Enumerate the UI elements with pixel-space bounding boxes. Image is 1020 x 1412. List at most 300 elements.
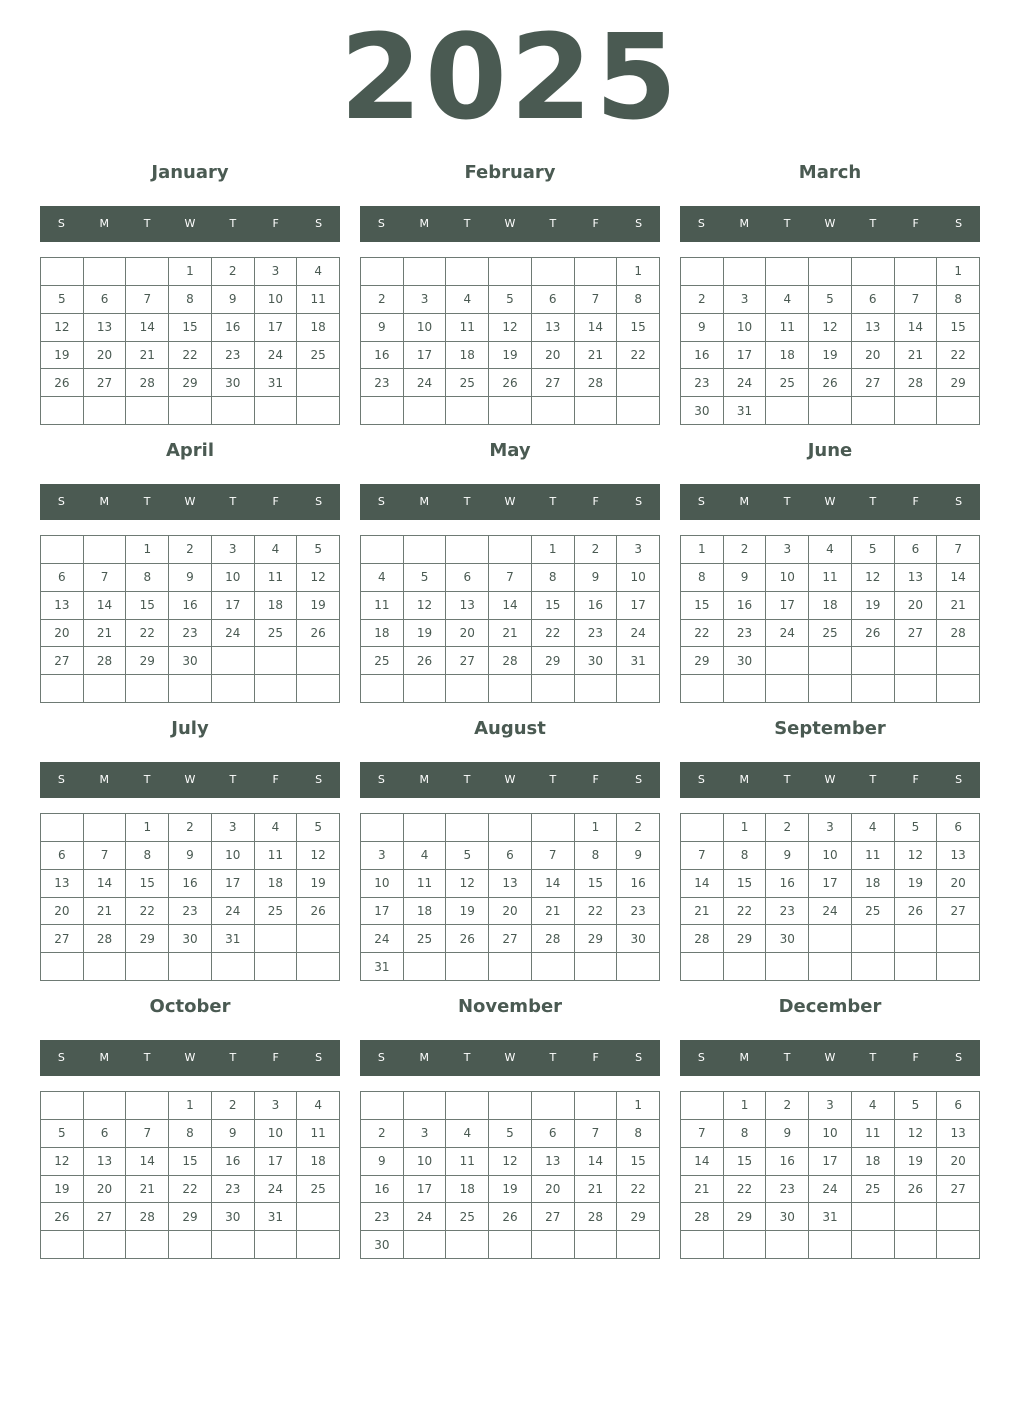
day-cell[interactable]: 31	[361, 953, 404, 981]
day-cell[interactable]: 2	[212, 258, 255, 286]
day-cell[interactable]: 26	[489, 369, 532, 397]
day-cell[interactable]: 19	[489, 342, 532, 370]
day-cell[interactable]: 23	[212, 1176, 255, 1204]
day-cell[interactable]: 2	[724, 536, 767, 564]
day-cell[interactable]: 30	[169, 925, 212, 953]
day-cell[interactable]: 26	[852, 620, 895, 648]
day-cell[interactable]: 8	[617, 1120, 660, 1148]
day-cell[interactable]: 9	[617, 842, 660, 870]
day-cell[interactable]: 13	[937, 1120, 980, 1148]
day-cell[interactable]: 2	[617, 814, 660, 842]
day-cell[interactable]: 7	[126, 1120, 169, 1148]
day-cell[interactable]: 5	[404, 564, 447, 592]
day-cell[interactable]: 24	[404, 1203, 447, 1231]
day-cell[interactable]: 7	[681, 842, 724, 870]
day-cell[interactable]: 6	[446, 564, 489, 592]
day-cell[interactable]: 19	[404, 620, 447, 648]
day-cell[interactable]: 15	[169, 314, 212, 342]
day-cell[interactable]: 6	[41, 564, 84, 592]
day-cell[interactable]: 2	[766, 1092, 809, 1120]
day-cell[interactable]: 28	[575, 369, 618, 397]
day-cell[interactable]: 31	[617, 647, 660, 675]
day-cell[interactable]: 16	[169, 592, 212, 620]
day-cell[interactable]: 16	[724, 592, 767, 620]
day-cell[interactable]: 29	[724, 1203, 767, 1231]
day-cell[interactable]: 7	[532, 842, 575, 870]
day-cell[interactable]: 21	[126, 1176, 169, 1204]
day-cell[interactable]: 25	[255, 620, 298, 648]
day-cell[interactable]: 24	[212, 898, 255, 926]
day-cell[interactable]: 8	[169, 1120, 212, 1148]
day-cell[interactable]: 20	[532, 342, 575, 370]
day-cell[interactable]: 7	[681, 1120, 724, 1148]
day-cell[interactable]: 19	[489, 1176, 532, 1204]
day-cell[interactable]: 2	[169, 814, 212, 842]
day-cell[interactable]: 31	[255, 1203, 298, 1231]
day-cell[interactable]: 27	[41, 647, 84, 675]
day-cell[interactable]: 25	[852, 1176, 895, 1204]
day-cell[interactable]: 21	[84, 620, 127, 648]
day-cell[interactable]: 19	[41, 342, 84, 370]
day-cell[interactable]: 16	[212, 314, 255, 342]
day-cell[interactable]: 9	[361, 1148, 404, 1176]
day-cell[interactable]: 1	[617, 258, 660, 286]
day-cell[interactable]: 18	[361, 620, 404, 648]
day-cell[interactable]: 15	[724, 870, 767, 898]
day-cell[interactable]: 21	[681, 898, 724, 926]
day-cell[interactable]: 24	[255, 1176, 298, 1204]
day-cell[interactable]: 10	[404, 314, 447, 342]
day-cell[interactable]: 17	[809, 870, 852, 898]
day-cell[interactable]: 16	[617, 870, 660, 898]
day-cell[interactable]: 21	[84, 898, 127, 926]
day-cell[interactable]: 21	[937, 592, 980, 620]
day-cell[interactable]: 13	[446, 592, 489, 620]
day-cell[interactable]: 28	[84, 925, 127, 953]
day-cell[interactable]: 8	[724, 1120, 767, 1148]
day-cell[interactable]: 13	[41, 870, 84, 898]
day-cell[interactable]: 26	[446, 925, 489, 953]
day-cell[interactable]: 1	[126, 814, 169, 842]
day-cell[interactable]: 15	[617, 1148, 660, 1176]
day-cell[interactable]: 27	[532, 369, 575, 397]
day-cell[interactable]: 1	[617, 1092, 660, 1120]
day-cell[interactable]: 17	[766, 592, 809, 620]
day-cell[interactable]: 28	[126, 1203, 169, 1231]
day-cell[interactable]: 24	[724, 369, 767, 397]
day-cell[interactable]: 28	[681, 1203, 724, 1231]
day-cell[interactable]: 1	[532, 536, 575, 564]
day-cell[interactable]: 11	[404, 870, 447, 898]
day-cell[interactable]: 2	[361, 1120, 404, 1148]
day-cell[interactable]: 4	[297, 258, 340, 286]
day-cell[interactable]: 20	[41, 898, 84, 926]
day-cell[interactable]: 3	[724, 286, 767, 314]
day-cell[interactable]: 16	[169, 870, 212, 898]
day-cell[interactable]: 25	[809, 620, 852, 648]
day-cell[interactable]: 5	[489, 286, 532, 314]
day-cell[interactable]: 17	[255, 314, 298, 342]
day-cell[interactable]: 5	[809, 286, 852, 314]
day-cell[interactable]: 19	[41, 1176, 84, 1204]
day-cell[interactable]: 18	[766, 342, 809, 370]
day-cell[interactable]: 16	[766, 870, 809, 898]
day-cell[interactable]: 18	[809, 592, 852, 620]
day-cell[interactable]: 1	[681, 536, 724, 564]
day-cell[interactable]: 1	[169, 258, 212, 286]
day-cell[interactable]: 10	[724, 314, 767, 342]
day-cell[interactable]: 21	[489, 620, 532, 648]
day-cell[interactable]: 28	[575, 1203, 618, 1231]
day-cell[interactable]: 11	[446, 1148, 489, 1176]
day-cell[interactable]: 8	[532, 564, 575, 592]
day-cell[interactable]: 27	[532, 1203, 575, 1231]
day-cell[interactable]: 22	[575, 898, 618, 926]
day-cell[interactable]: 9	[681, 314, 724, 342]
day-cell[interactable]: 6	[937, 1092, 980, 1120]
day-cell[interactable]: 23	[575, 620, 618, 648]
day-cell[interactable]: 6	[532, 1120, 575, 1148]
day-cell[interactable]: 3	[361, 842, 404, 870]
day-cell[interactable]: 5	[489, 1120, 532, 1148]
day-cell[interactable]: 18	[852, 1148, 895, 1176]
day-cell[interactable]: 29	[169, 1203, 212, 1231]
day-cell[interactable]: 15	[532, 592, 575, 620]
day-cell[interactable]: 5	[852, 536, 895, 564]
day-cell[interactable]: 14	[937, 564, 980, 592]
day-cell[interactable]: 23	[681, 369, 724, 397]
day-cell[interactable]: 28	[126, 369, 169, 397]
day-cell[interactable]: 11	[297, 1120, 340, 1148]
day-cell[interactable]: 16	[361, 1176, 404, 1204]
day-cell[interactable]: 3	[809, 814, 852, 842]
day-cell[interactable]: 23	[617, 898, 660, 926]
day-cell[interactable]: 17	[809, 1148, 852, 1176]
day-cell[interactable]: 16	[212, 1148, 255, 1176]
day-cell[interactable]: 11	[852, 842, 895, 870]
day-cell[interactable]: 24	[809, 898, 852, 926]
day-cell[interactable]: 22	[724, 898, 767, 926]
day-cell[interactable]: 21	[575, 342, 618, 370]
day-cell[interactable]: 19	[895, 1148, 938, 1176]
day-cell[interactable]: 3	[212, 536, 255, 564]
day-cell[interactable]: 16	[361, 342, 404, 370]
day-cell[interactable]: 6	[41, 842, 84, 870]
day-cell[interactable]: 12	[297, 842, 340, 870]
day-cell[interactable]: 6	[937, 814, 980, 842]
day-cell[interactable]: 19	[852, 592, 895, 620]
day-cell[interactable]: 23	[169, 620, 212, 648]
day-cell[interactable]: 8	[724, 842, 767, 870]
day-cell[interactable]: 25	[361, 647, 404, 675]
day-cell[interactable]: 27	[852, 369, 895, 397]
day-cell[interactable]: 1	[169, 1092, 212, 1120]
day-cell[interactable]: 20	[84, 342, 127, 370]
day-cell[interactable]: 28	[681, 925, 724, 953]
day-cell[interactable]: 14	[681, 870, 724, 898]
day-cell[interactable]: 20	[84, 1176, 127, 1204]
day-cell[interactable]: 5	[895, 814, 938, 842]
day-cell[interactable]: 13	[937, 842, 980, 870]
day-cell[interactable]: 24	[766, 620, 809, 648]
day-cell[interactable]: 30	[361, 1231, 404, 1259]
day-cell[interactable]: 26	[41, 369, 84, 397]
day-cell[interactable]: 10	[212, 842, 255, 870]
day-cell[interactable]: 31	[255, 369, 298, 397]
day-cell[interactable]: 23	[766, 1176, 809, 1204]
day-cell[interactable]: 18	[297, 1148, 340, 1176]
day-cell[interactable]: 13	[852, 314, 895, 342]
day-cell[interactable]: 1	[575, 814, 618, 842]
day-cell[interactable]: 18	[255, 592, 298, 620]
day-cell[interactable]: 23	[169, 898, 212, 926]
day-cell[interactable]: 14	[126, 314, 169, 342]
day-cell[interactable]: 4	[766, 286, 809, 314]
day-cell[interactable]: 12	[404, 592, 447, 620]
day-cell[interactable]: 30	[766, 1203, 809, 1231]
day-cell[interactable]: 11	[297, 286, 340, 314]
day-cell[interactable]: 20	[446, 620, 489, 648]
day-cell[interactable]: 4	[297, 1092, 340, 1120]
day-cell[interactable]: 25	[766, 369, 809, 397]
day-cell[interactable]: 7	[575, 1120, 618, 1148]
day-cell[interactable]: 4	[809, 536, 852, 564]
day-cell[interactable]: 29	[937, 369, 980, 397]
day-cell[interactable]: 8	[575, 842, 618, 870]
day-cell[interactable]: 7	[937, 536, 980, 564]
day-cell[interactable]: 24	[255, 342, 298, 370]
day-cell[interactable]: 6	[489, 842, 532, 870]
day-cell[interactable]: 27	[84, 1203, 127, 1231]
day-cell[interactable]: 5	[297, 814, 340, 842]
day-cell[interactable]: 10	[212, 564, 255, 592]
day-cell[interactable]: 5	[41, 1120, 84, 1148]
day-cell[interactable]: 15	[617, 314, 660, 342]
day-cell[interactable]: 25	[297, 342, 340, 370]
day-cell[interactable]: 26	[489, 1203, 532, 1231]
day-cell[interactable]: 10	[361, 870, 404, 898]
day-cell[interactable]: 12	[489, 1148, 532, 1176]
day-cell[interactable]: 13	[489, 870, 532, 898]
day-cell[interactable]: 5	[41, 286, 84, 314]
day-cell[interactable]: 15	[937, 314, 980, 342]
day-cell[interactable]: 5	[446, 842, 489, 870]
day-cell[interactable]: 1	[724, 814, 767, 842]
day-cell[interactable]: 2	[575, 536, 618, 564]
day-cell[interactable]: 22	[937, 342, 980, 370]
day-cell[interactable]: 11	[446, 314, 489, 342]
day-cell[interactable]: 2	[766, 814, 809, 842]
day-cell[interactable]: 17	[404, 1176, 447, 1204]
day-cell[interactable]: 12	[895, 842, 938, 870]
day-cell[interactable]: 14	[489, 592, 532, 620]
day-cell[interactable]: 20	[937, 1148, 980, 1176]
day-cell[interactable]: 10	[404, 1148, 447, 1176]
day-cell[interactable]: 14	[84, 592, 127, 620]
day-cell[interactable]: 12	[809, 314, 852, 342]
day-cell[interactable]: 22	[169, 1176, 212, 1204]
day-cell[interactable]: 29	[724, 925, 767, 953]
day-cell[interactable]: 12	[446, 870, 489, 898]
day-cell[interactable]: 3	[404, 1120, 447, 1148]
day-cell[interactable]: 17	[724, 342, 767, 370]
day-cell[interactable]: 3	[617, 536, 660, 564]
day-cell[interactable]: 23	[361, 1203, 404, 1231]
day-cell[interactable]: 10	[255, 286, 298, 314]
day-cell[interactable]: 29	[169, 369, 212, 397]
day-cell[interactable]: 3	[766, 536, 809, 564]
day-cell[interactable]: 23	[724, 620, 767, 648]
day-cell[interactable]: 16	[766, 1148, 809, 1176]
day-cell[interactable]: 22	[617, 342, 660, 370]
day-cell[interactable]: 27	[937, 1176, 980, 1204]
day-cell[interactable]: 24	[361, 925, 404, 953]
day-cell[interactable]: 5	[895, 1092, 938, 1120]
day-cell[interactable]: 22	[617, 1176, 660, 1204]
day-cell[interactable]: 3	[212, 814, 255, 842]
day-cell[interactable]: 24	[404, 369, 447, 397]
day-cell[interactable]: 10	[255, 1120, 298, 1148]
day-cell[interactable]: 8	[617, 286, 660, 314]
day-cell[interactable]: 15	[724, 1148, 767, 1176]
day-cell[interactable]: 2	[681, 286, 724, 314]
day-cell[interactable]: 25	[446, 1203, 489, 1231]
day-cell[interactable]: 9	[212, 1120, 255, 1148]
day-cell[interactable]: 22	[681, 620, 724, 648]
day-cell[interactable]: 15	[169, 1148, 212, 1176]
day-cell[interactable]: 30	[575, 647, 618, 675]
day-cell[interactable]: 15	[575, 870, 618, 898]
day-cell[interactable]: 18	[852, 870, 895, 898]
day-cell[interactable]: 3	[255, 258, 298, 286]
day-cell[interactable]: 26	[404, 647, 447, 675]
day-cell[interactable]: 6	[895, 536, 938, 564]
day-cell[interactable]: 28	[937, 620, 980, 648]
day-cell[interactable]: 17	[404, 342, 447, 370]
day-cell[interactable]: 12	[297, 564, 340, 592]
day-cell[interactable]: 9	[575, 564, 618, 592]
day-cell[interactable]: 21	[532, 898, 575, 926]
day-cell[interactable]: 6	[84, 286, 127, 314]
day-cell[interactable]: 20	[532, 1176, 575, 1204]
day-cell[interactable]: 25	[404, 925, 447, 953]
day-cell[interactable]: 11	[255, 564, 298, 592]
day-cell[interactable]: 23	[212, 342, 255, 370]
day-cell[interactable]: 9	[169, 564, 212, 592]
day-cell[interactable]: 26	[895, 1176, 938, 1204]
day-cell[interactable]: 6	[84, 1120, 127, 1148]
day-cell[interactable]: 30	[681, 397, 724, 425]
day-cell[interactable]: 19	[297, 592, 340, 620]
day-cell[interactable]: 18	[446, 1176, 489, 1204]
day-cell[interactable]: 21	[575, 1176, 618, 1204]
day-cell[interactable]: 11	[361, 592, 404, 620]
day-cell[interactable]: 22	[126, 898, 169, 926]
day-cell[interactable]: 19	[297, 870, 340, 898]
day-cell[interactable]: 10	[809, 1120, 852, 1148]
day-cell[interactable]: 26	[297, 898, 340, 926]
day-cell[interactable]: 20	[489, 898, 532, 926]
day-cell[interactable]: 8	[169, 286, 212, 314]
day-cell[interactable]: 14	[575, 314, 618, 342]
day-cell[interactable]: 12	[41, 1148, 84, 1176]
day-cell[interactable]: 26	[41, 1203, 84, 1231]
day-cell[interactable]: 14	[895, 314, 938, 342]
day-cell[interactable]: 26	[809, 369, 852, 397]
day-cell[interactable]: 11	[255, 842, 298, 870]
day-cell[interactable]: 8	[937, 286, 980, 314]
day-cell[interactable]: 22	[532, 620, 575, 648]
day-cell[interactable]: 13	[895, 564, 938, 592]
day-cell[interactable]: 2	[212, 1092, 255, 1120]
day-cell[interactable]: 30	[169, 647, 212, 675]
day-cell[interactable]: 4	[852, 814, 895, 842]
day-cell[interactable]: 14	[575, 1148, 618, 1176]
day-cell[interactable]: 24	[212, 620, 255, 648]
day-cell[interactable]: 12	[489, 314, 532, 342]
day-cell[interactable]: 5	[297, 536, 340, 564]
day-cell[interactable]: 11	[766, 314, 809, 342]
day-cell[interactable]: 19	[446, 898, 489, 926]
day-cell[interactable]: 30	[724, 647, 767, 675]
day-cell[interactable]: 14	[84, 870, 127, 898]
day-cell[interactable]: 1	[724, 1092, 767, 1120]
day-cell[interactable]: 27	[489, 925, 532, 953]
day-cell[interactable]: 9	[169, 842, 212, 870]
day-cell[interactable]: 12	[852, 564, 895, 592]
day-cell[interactable]: 16	[681, 342, 724, 370]
day-cell[interactable]: 17	[212, 592, 255, 620]
day-cell[interactable]: 8	[681, 564, 724, 592]
day-cell[interactable]: 7	[489, 564, 532, 592]
day-cell[interactable]: 9	[212, 286, 255, 314]
day-cell[interactable]: 13	[532, 314, 575, 342]
day-cell[interactable]: 4	[852, 1092, 895, 1120]
day-cell[interactable]: 22	[126, 620, 169, 648]
day-cell[interactable]: 31	[724, 397, 767, 425]
day-cell[interactable]: 30	[212, 1203, 255, 1231]
day-cell[interactable]: 9	[724, 564, 767, 592]
day-cell[interactable]: 7	[126, 286, 169, 314]
day-cell[interactable]: 15	[681, 592, 724, 620]
day-cell[interactable]: 28	[895, 369, 938, 397]
day-cell[interactable]: 25	[255, 898, 298, 926]
day-cell[interactable]: 24	[617, 620, 660, 648]
day-cell[interactable]: 25	[446, 369, 489, 397]
day-cell[interactable]: 29	[126, 647, 169, 675]
day-cell[interactable]: 18	[404, 898, 447, 926]
day-cell[interactable]: 10	[766, 564, 809, 592]
day-cell[interactable]: 27	[84, 369, 127, 397]
day-cell[interactable]: 20	[937, 870, 980, 898]
day-cell[interactable]: 8	[126, 842, 169, 870]
day-cell[interactable]: 25	[297, 1176, 340, 1204]
day-cell[interactable]: 8	[126, 564, 169, 592]
day-cell[interactable]: 11	[852, 1120, 895, 1148]
day-cell[interactable]: 1	[937, 258, 980, 286]
day-cell[interactable]: 4	[404, 842, 447, 870]
day-cell[interactable]: 28	[532, 925, 575, 953]
day-cell[interactable]: 7	[84, 842, 127, 870]
day-cell[interactable]: 28	[84, 647, 127, 675]
day-cell[interactable]: 22	[169, 342, 212, 370]
day-cell[interactable]: 25	[852, 898, 895, 926]
day-cell[interactable]: 17	[617, 592, 660, 620]
day-cell[interactable]: 15	[126, 592, 169, 620]
day-cell[interactable]: 12	[41, 314, 84, 342]
day-cell[interactable]: 4	[255, 814, 298, 842]
day-cell[interactable]: 10	[617, 564, 660, 592]
